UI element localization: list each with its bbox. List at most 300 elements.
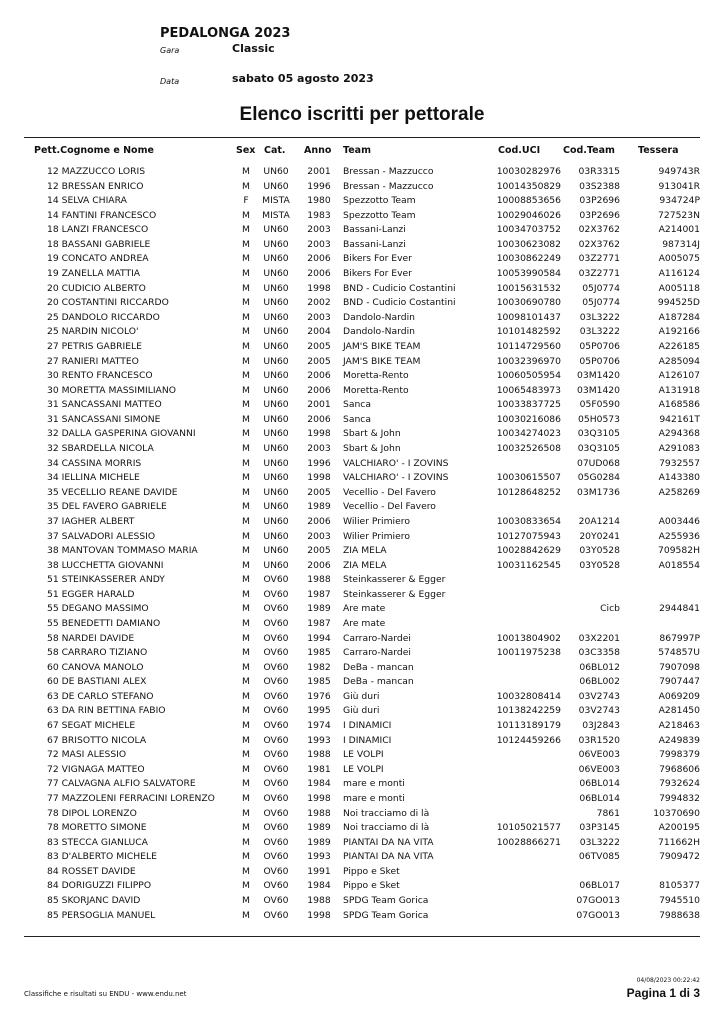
- cell-category: OV60: [263, 734, 289, 746]
- cell-team-code: 20A1214: [578, 515, 620, 527]
- cell-category: UN60: [263, 515, 289, 527]
- cell-name: 60 DE BASTIANI ALEX: [47, 676, 147, 688]
- table-row: [0, 166, 724, 181]
- cell-team: mare e monti: [343, 792, 405, 804]
- cell-category: UN60: [263, 166, 289, 177]
- cell-sex: M: [242, 515, 250, 527]
- cell-name: 18 LANZI FRANCESCO: [47, 224, 149, 236]
- cell-tessera: 7945510: [659, 895, 700, 906]
- cell-category: OV60: [263, 632, 289, 644]
- cell-name: 12 MAZZUCCO LORIS: [47, 166, 146, 177]
- cell-category: UN60: [263, 486, 289, 498]
- cell-sex: M: [242, 647, 250, 659]
- cell-team-code: 03R1520: [578, 734, 620, 746]
- cell-name: 84 DORIGUZZI FILIPPO: [47, 880, 152, 892]
- table-row: [0, 443, 724, 458]
- cell-tessera: A116124: [658, 268, 700, 280]
- cell-sex: M: [242, 472, 250, 484]
- cell-tessera: A005118: [658, 282, 700, 294]
- cell-category: UN60: [263, 370, 289, 382]
- cell-name: 30 RENTO FRANCESCO: [47, 370, 153, 382]
- cell-sex: M: [242, 749, 250, 761]
- cell-uci: 10128648252: [496, 486, 561, 498]
- cell-uci: 10030282976: [496, 166, 561, 177]
- cell-team-code: 07UD068: [576, 457, 620, 469]
- cell-sex: M: [242, 428, 250, 440]
- cell-uci: 10014350829: [496, 180, 561, 192]
- cell-name: 12 BRESSAN ENRICO: [47, 180, 144, 192]
- col-header-team: Team: [343, 145, 371, 156]
- cell-name: 55 DEGANO MASSIMO: [47, 603, 149, 615]
- cell-name: 83 STECCA GIANLUCA: [47, 836, 148, 848]
- table-row: [0, 414, 724, 429]
- cell-team: Bikers For Ever: [343, 253, 412, 265]
- cell-name: 27 PETRIS GABRIELE: [47, 340, 142, 352]
- cell-team: Moretta-Rento: [343, 370, 409, 382]
- cell-name: 19 ZANELLA MATTIA: [47, 268, 141, 280]
- cell-tessera: 934724P: [659, 195, 700, 207]
- cell-tessera: A291083: [658, 443, 700, 455]
- cell-sex: M: [242, 661, 250, 673]
- cell-year: 2005: [307, 340, 331, 352]
- table-row: [0, 735, 724, 750]
- cell-team: Vecellio - Del Favero: [343, 486, 436, 498]
- cell-year: 1984: [307, 880, 331, 892]
- col-header-codteam: Cod.Team: [563, 145, 615, 156]
- cell-tessera: 2944841: [659, 603, 700, 615]
- cell-year: 2001: [307, 166, 331, 177]
- cell-tessera: 949743R: [658, 166, 700, 177]
- table-row: [0, 195, 724, 210]
- cell-tessera: 727523N: [658, 209, 700, 221]
- cell-team: Are mate: [343, 617, 386, 629]
- cell-year: 1989: [307, 822, 331, 834]
- cell-name: 25 DANDOLO RICCARDO: [47, 311, 160, 323]
- cell-name: 63 DA RIN BETTINA FABIO: [47, 705, 166, 717]
- cell-tessera: 7907098: [659, 661, 700, 673]
- cell-tessera: A226185: [658, 340, 700, 352]
- cell-team: JAM'S BIKE TEAM: [343, 340, 421, 352]
- cell-sex: M: [242, 574, 250, 586]
- cell-team: Wilier Primiero: [343, 530, 410, 542]
- cell-tessera: 7932624: [659, 778, 700, 790]
- cell-name: 72 MASI ALESSIO: [47, 749, 127, 761]
- cell-tessera: 867997P: [659, 632, 700, 644]
- table-row: [0, 866, 724, 881]
- cell-category: UN60: [263, 559, 289, 571]
- bottom-divider: [24, 936, 700, 937]
- cell-team: Bressan - Mazzucco: [343, 180, 434, 192]
- cell-sex: M: [242, 384, 250, 396]
- cell-category: UN60: [263, 501, 289, 513]
- cell-category: MISTA: [262, 209, 290, 221]
- table-row: [0, 356, 724, 371]
- cell-team-code: 03M1420: [577, 384, 620, 396]
- cell-name: 35 VECELLIO REANE DAVIDE: [47, 486, 178, 498]
- cell-tessera: 574857U: [658, 647, 700, 659]
- cell-uci: 10033837725: [496, 399, 561, 411]
- cell-year: 2002: [307, 297, 331, 309]
- cell-tessera: 7909472: [659, 851, 700, 863]
- cell-tessera: 8105377: [659, 880, 700, 892]
- table-row: [0, 720, 724, 735]
- cell-sex: M: [242, 486, 250, 498]
- cell-year: 1998: [307, 909, 331, 921]
- cell-team: Pippo e Sket: [343, 865, 400, 877]
- cell-team-code: 06VE003: [578, 763, 620, 775]
- cell-sex: M: [242, 880, 250, 892]
- data-label: Data: [160, 77, 180, 86]
- table-row: [0, 253, 724, 268]
- footer-source: Classifiche e risultati su ENDU - www.endu.net: [24, 990, 187, 998]
- cell-uci: 10030623082: [496, 238, 561, 250]
- cell-tessera: 7968606: [659, 763, 700, 775]
- table-row: [0, 385, 724, 400]
- cell-category: MISTA: [262, 195, 290, 207]
- cell-name: 34 CASSINA MORRIS: [47, 457, 142, 469]
- cell-year: 2005: [307, 545, 331, 557]
- cell-sex: M: [242, 807, 250, 819]
- cell-team: VALCHIARO' - I ZOVINS: [343, 472, 449, 484]
- cell-category: UN60: [263, 340, 289, 352]
- cell-team: Bikers For Ever: [343, 268, 412, 280]
- cell-category: UN60: [263, 457, 289, 469]
- table-row: [0, 428, 724, 443]
- cell-sex: M: [242, 851, 250, 863]
- cell-sex: M: [242, 224, 250, 236]
- cell-team: Pippo e Sket: [343, 880, 400, 892]
- cell-year: 1993: [307, 734, 331, 746]
- table-row: [0, 778, 724, 793]
- cell-uci: 10030833654: [496, 515, 561, 527]
- cell-category: UN60: [263, 472, 289, 484]
- table-row: [0, 312, 724, 327]
- cell-tessera: A069209: [658, 690, 700, 702]
- cell-team-code: 03M1736: [577, 486, 620, 498]
- cell-uci: 10065483973: [496, 384, 561, 396]
- table-row: [0, 574, 724, 589]
- cell-team-code: 03Y0528: [579, 559, 620, 571]
- cell-team-code: 03P2696: [579, 209, 620, 221]
- cell-tessera: 7932557: [659, 457, 700, 469]
- cell-name: 31 SANCASSANI SIMONE: [47, 413, 161, 425]
- cell-team: I DINAMICI: [343, 720, 392, 732]
- cell-year: 1996: [307, 180, 331, 192]
- cell-tessera: A126107: [658, 370, 700, 382]
- col-header-cat: Cat.: [264, 145, 286, 156]
- cell-team: Giù duri: [343, 690, 380, 702]
- cell-team-code: 06BL014: [579, 792, 620, 804]
- cell-team-code: 06TV085: [578, 851, 620, 863]
- cell-team: Sbart & John: [343, 443, 401, 455]
- cell-team: DeBa - mancan: [343, 661, 414, 673]
- cell-sex: M: [242, 822, 250, 834]
- cell-team: LE VOLPI: [343, 749, 384, 761]
- cell-name: 25 NARDIN NICOLO': [47, 326, 139, 338]
- table-row: [0, 895, 724, 910]
- cell-team-code: 03J2843: [582, 720, 620, 732]
- cell-name: 60 CANOVA MANOLO: [47, 661, 144, 673]
- cell-uci: 10031162545: [496, 559, 561, 571]
- cell-sex: F: [243, 195, 249, 207]
- cell-team-code: 07GO013: [576, 909, 620, 921]
- cell-sex: M: [242, 705, 250, 717]
- cell-year: 1974: [307, 720, 331, 732]
- cell-uci: 10029046026: [496, 209, 561, 221]
- cell-category: UN60: [263, 311, 289, 323]
- cell-team: ZIA MELA: [343, 545, 387, 557]
- cell-tessera: 7994832: [659, 792, 700, 804]
- cell-tessera: A003446: [658, 515, 700, 527]
- cell-category: OV60: [263, 880, 289, 892]
- cell-sex: M: [242, 180, 250, 192]
- table-row: [0, 808, 724, 823]
- cell-team: DeBa - mancan: [343, 676, 414, 688]
- cell-uci: 10098101437: [496, 311, 561, 323]
- table-row: [0, 181, 724, 196]
- cell-team-code: 06BL017: [579, 880, 620, 892]
- cell-name: 34 IELLINA MICHELE: [47, 472, 140, 484]
- table-row: [0, 749, 724, 764]
- cell-team: Spezzotto Team: [343, 209, 416, 221]
- cell-year: 1989: [307, 836, 331, 848]
- cell-team-code: Cicb: [600, 603, 620, 615]
- cell-name: 14 FANTINI FRANCESCO: [47, 209, 157, 221]
- col-header-uci: Cod.UCI: [498, 145, 541, 156]
- cell-name: 85 PERSOGLIA MANUEL: [47, 909, 156, 921]
- cell-year: 2003: [307, 311, 331, 323]
- cell-name: 67 SEGAT MICHELE: [47, 720, 136, 732]
- cell-category: UN60: [263, 413, 289, 425]
- table-row: [0, 560, 724, 575]
- cell-name: 37 IAGHER ALBERT: [47, 515, 135, 527]
- cell-year: 1994: [307, 632, 331, 644]
- cell-name: 27 RANIERI MATTEO: [47, 355, 139, 367]
- cell-tessera: A192166: [658, 326, 700, 338]
- cell-team-code: 03L3222: [579, 836, 620, 848]
- cell-team-code: 03Q3105: [577, 428, 620, 440]
- cell-team: LE VOLPI: [343, 763, 384, 775]
- cell-uci: 10030615507: [496, 472, 561, 484]
- cell-sex: M: [242, 501, 250, 513]
- cell-category: OV60: [263, 836, 289, 848]
- cell-category: OV60: [263, 617, 289, 629]
- cell-uci: 10011975238: [496, 647, 561, 659]
- col-header-anno: Anno: [304, 145, 332, 156]
- cell-year: 2005: [307, 355, 331, 367]
- table-row: [0, 837, 724, 852]
- cell-team-code: 05P0706: [579, 340, 620, 352]
- cell-sex: M: [242, 865, 250, 877]
- cell-year: 2004: [307, 326, 331, 338]
- cell-name: 20 CUDICIO ALBERTO: [47, 282, 146, 294]
- list-title: Elenco iscritti per pettorale: [239, 104, 485, 125]
- cell-tessera: A249839: [658, 734, 700, 746]
- table-row: [0, 210, 724, 225]
- cell-category: UN60: [263, 224, 289, 236]
- table-row: [0, 370, 724, 385]
- cell-team-code: 03Z2771: [578, 253, 620, 265]
- cell-uci: 10127075943: [496, 530, 561, 542]
- cell-year: 2003: [307, 443, 331, 455]
- cell-tessera: 987314J: [662, 238, 700, 250]
- cell-team: PIANTAI DA NA VITA: [343, 851, 434, 863]
- cell-name: 84 ROSSET DAVIDE: [47, 865, 136, 877]
- cell-team: Spezzotto Team: [343, 195, 416, 207]
- cell-name: 85 SKORJANC DAVID: [47, 895, 141, 906]
- gara-value: Classic: [232, 42, 275, 55]
- cell-team: Bressan - Mazzucco: [343, 166, 434, 177]
- cell-category: OV60: [263, 792, 289, 804]
- cell-sex: M: [242, 370, 250, 382]
- cell-tessera: A214001: [658, 224, 700, 236]
- cell-category: OV60: [263, 749, 289, 761]
- cell-year: 2006: [307, 384, 331, 396]
- cell-uci: 10032808414: [496, 690, 561, 702]
- cell-name: 58 CARRARO TIZIANO: [47, 647, 148, 659]
- table-row: [0, 268, 724, 283]
- cell-name: 78 DIPOL LORENZO: [47, 807, 137, 819]
- gara-label: Gara: [160, 46, 180, 55]
- cell-category: UN60: [263, 268, 289, 280]
- cell-team-code: 06BL012: [579, 661, 620, 673]
- cell-sex: M: [242, 282, 250, 294]
- cell-tessera: A018554: [658, 559, 700, 571]
- cell-team-code: 05F0590: [579, 399, 620, 411]
- cell-name: 20 COSTANTINI RICCARDO: [47, 297, 169, 309]
- cell-uci: 10114729560: [496, 340, 561, 352]
- cell-team-code: 06BL002: [579, 676, 620, 688]
- cell-sex: M: [242, 457, 250, 469]
- cell-uci: 10124459266: [496, 734, 561, 746]
- cell-year: 1998: [307, 282, 331, 294]
- cell-team-code: 03L3222: [579, 326, 620, 338]
- cell-sex: M: [242, 268, 250, 280]
- cell-sex: M: [242, 836, 250, 848]
- table-row: [0, 472, 724, 487]
- table-row: [0, 341, 724, 356]
- event-name: PEDALONGA 2023: [160, 26, 291, 41]
- cell-sex: M: [242, 297, 250, 309]
- cell-name: 77 MAZZOLENI FERRACINI LORENZO: [47, 792, 215, 804]
- cell-team: Steinkasserer & Egger: [343, 588, 446, 600]
- table-row: [0, 545, 724, 560]
- cell-tessera: 711662H: [658, 836, 700, 848]
- cell-category: OV60: [263, 603, 289, 615]
- cell-uci: 10053990584: [496, 268, 561, 280]
- cell-uci: 10028866271: [496, 836, 561, 848]
- cell-name: 14 SELVA CHIARA: [47, 195, 127, 207]
- cell-team: I DINAMICI: [343, 734, 392, 746]
- table-row: [0, 239, 724, 254]
- cell-team: PIANTAI DA NA VITA: [343, 836, 434, 848]
- cell-team-code: 03C3358: [578, 647, 620, 659]
- cell-team-code: 03Z2771: [578, 268, 620, 280]
- cell-sex: M: [242, 355, 250, 367]
- cell-tessera: A285094: [658, 355, 700, 367]
- cell-name: 38 MANTOVAN TOMMASO MARIA: [47, 545, 198, 557]
- cell-team: Carraro-Nardei: [343, 632, 411, 644]
- cell-category: OV60: [263, 895, 289, 906]
- cell-team-code: 03P2696: [579, 195, 620, 207]
- cell-name: 31 SANCASSANI MATTEO: [47, 399, 162, 411]
- table-row: [0, 283, 724, 298]
- table-row: [0, 705, 724, 720]
- cell-category: UN60: [263, 253, 289, 265]
- table-row: [0, 618, 724, 633]
- cell-category: UN60: [263, 443, 289, 455]
- cell-tessera: A005075: [658, 253, 700, 265]
- cell-team: mare e monti: [343, 778, 405, 790]
- cell-name: 38 LUCCHETTA GIOVANNI: [47, 559, 164, 571]
- cell-name: 35 DEL FAVERO GABRIELE: [47, 501, 167, 513]
- table-row: [0, 633, 724, 648]
- table-row: [0, 793, 724, 808]
- cell-sex: M: [242, 559, 250, 571]
- cell-year: 1987: [307, 617, 331, 629]
- cell-year: 2001: [307, 399, 331, 411]
- cell-category: OV60: [263, 588, 289, 600]
- cell-category: UN60: [263, 384, 289, 396]
- cell-team-code: 03M1420: [577, 370, 620, 382]
- cell-tessera: 942161T: [659, 413, 700, 425]
- cell-sex: M: [242, 632, 250, 644]
- cell-name: 51 STEINKASSERER ANDY: [47, 574, 165, 586]
- cell-year: 1998: [307, 792, 331, 804]
- cell-sex: M: [242, 209, 250, 221]
- cell-category: OV60: [263, 778, 289, 790]
- cell-name: 30 MORETTA MASSIMILIANO: [47, 384, 176, 396]
- cell-name: 32 DALLA GASPERINA GIOVANNI: [47, 428, 196, 440]
- cell-year: 1983: [307, 209, 331, 221]
- cell-team-code: 03Y0528: [579, 545, 620, 557]
- cell-team: Bassani-Lanzi: [343, 224, 406, 236]
- cell-category: UN60: [263, 238, 289, 250]
- cell-name: 58 NARDEI DAVIDE: [47, 632, 135, 644]
- cell-tessera: 7998379: [659, 749, 700, 761]
- cell-team: ZIA MELA: [343, 559, 387, 571]
- cell-category: OV60: [263, 574, 289, 586]
- table-row: [0, 326, 724, 341]
- cell-uci: 10034274023: [496, 428, 561, 440]
- cell-year: 1988: [307, 749, 331, 761]
- cell-tessera: A218463: [658, 720, 700, 732]
- cell-team-code: 03R3315: [578, 166, 620, 177]
- cell-tessera: 913041R: [658, 180, 700, 192]
- cell-team-code: 06BL014: [579, 778, 620, 790]
- cell-category: OV60: [263, 807, 289, 819]
- cell-year: 1996: [307, 457, 331, 469]
- cell-team: Dandolo-Nardin: [343, 326, 415, 338]
- cell-uci: 10013804902: [496, 632, 561, 644]
- cell-team-code: 03Q3105: [577, 443, 620, 455]
- cell-team: Dandolo-Nardin: [343, 311, 415, 323]
- cell-year: 1988: [307, 574, 331, 586]
- table-row: [0, 822, 724, 837]
- cell-uci: 10032526508: [496, 443, 561, 455]
- table-row: [0, 880, 724, 895]
- cell-team-code: 03V2743: [578, 705, 620, 717]
- cell-sex: M: [242, 399, 250, 411]
- cell-name: 18 BASSANI GABRIELE: [47, 238, 151, 250]
- cell-year: 1989: [307, 603, 331, 615]
- cell-team: JAM'S BIKE TEAM: [343, 355, 421, 367]
- cell-name: 67 BRISOTTO NICOLA: [47, 734, 147, 746]
- cell-category: OV60: [263, 661, 289, 673]
- cell-sex: M: [242, 311, 250, 323]
- cell-year: 1981: [307, 763, 331, 775]
- cell-year: 1993: [307, 851, 331, 863]
